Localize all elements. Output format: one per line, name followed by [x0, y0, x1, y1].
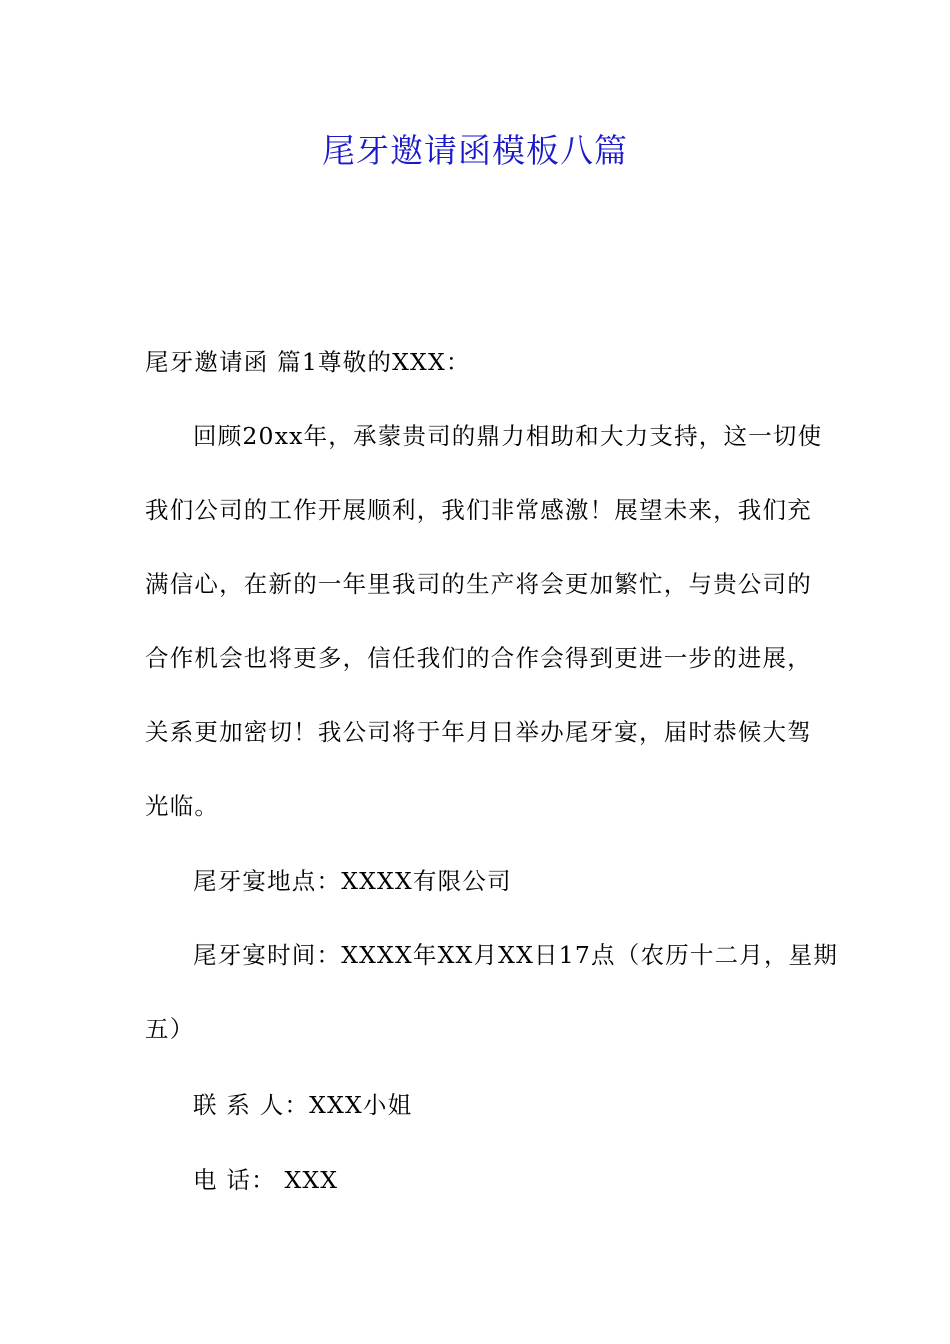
- phone-line: 电 话： XXX: [193, 1166, 339, 1194]
- paragraph-line-6: 光临。: [145, 792, 220, 820]
- paragraph-line-2: 我们公司的工作开展顺利，我们非常感激！展望未来，我们充: [145, 496, 812, 524]
- document-title: 尾牙邀请函模板八篇: [322, 131, 628, 170]
- paragraph-line-4: 合作机会也将更多，信任我们的合作会得到更进一步的进展，: [145, 644, 812, 672]
- contact-line: 联 系 人：XXX小姐: [193, 1091, 413, 1119]
- paragraph-line-5: 关系更加密切！我公司将于年月日举办尾牙宴，届时恭候大驾: [145, 718, 812, 746]
- paragraph-line-1: 回顾20xx年，承蒙贵司的鼎力相助和大力支持，这一切使: [193, 422, 823, 450]
- time-line-2: 五）: [145, 1015, 195, 1043]
- paragraph-line-3: 满信心，在新的一年里我司的生产将会更加繁忙，与贵公司的: [145, 570, 812, 598]
- time-line-1: 尾牙宴时间：XXXX年XX月XX日17点（农历十二月，星期: [193, 941, 839, 969]
- location-line: 尾牙宴地点：XXXX有限公司: [193, 867, 512, 895]
- greeting-line: 尾牙邀请函 篇1尊敬的XXX：: [145, 348, 471, 376]
